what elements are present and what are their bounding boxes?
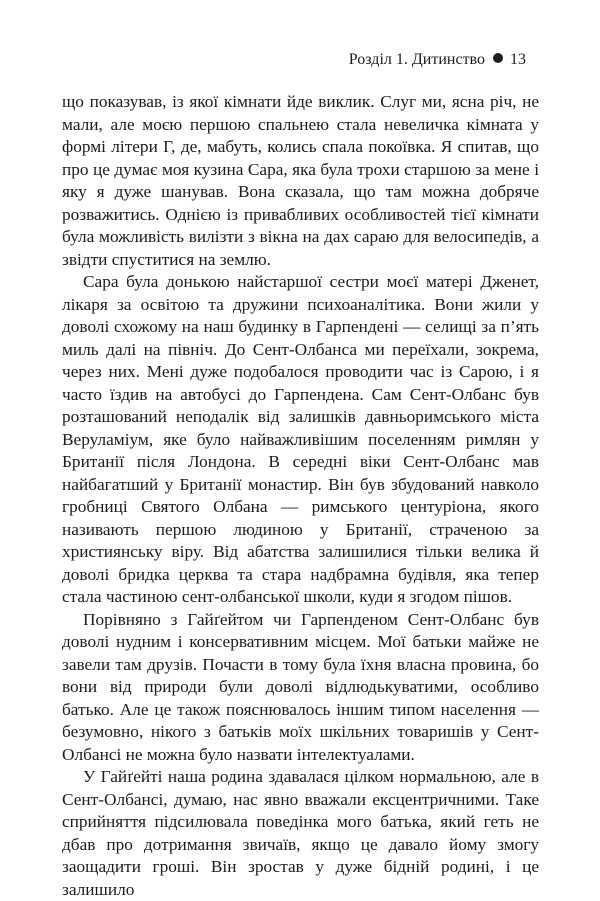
page-number: 13: [510, 51, 526, 68]
paragraph-1: що показував, із якої кімнати йде виклик. Слуг ми, ясна річ, не мали, але моєю першою спальнею стала невеличка кімната у формі літери Г, де, мабуть, колись спала покоївка. Я спитав, що про це думає моя кузина Сара, яка була трохи старшою за мене і яку я дуже шанував. Вона сказала, що там можна добряче розважитись. Однією із привабливих особливостей тієї кімнати була можливість вилізти з вікна на дах сараю для велосипедів, а звідти спуститися на землю.: [62, 92, 539, 269]
chapter-title: Розділ 1. Дитинство: [348, 51, 485, 68]
page-body-text: [62, 91, 539, 901]
paragraph-3: Порівняно з Гайґейтом чи Гарпенденом Сент-Олбанс був доволі нудним і консервативним місцем. Мої батьки майже не завели там друзів. Почасти в тому була їхня власна провина, бо вони від природи були доволі відлюдькуватими, особливо батько. Але це також пояснювалось іншим типом населення — безумовно, нікого з батьків моїх шкільних товаришів у Сент-Олбансі не можна було назвати інтелектуалами.: [62, 609, 539, 764]
running-header: [349, 50, 526, 70]
bullet-dot-icon: [493, 53, 503, 63]
paragraph-2: Сара була донькою найстаршої сестри моєї матері Дженет, лікаря за освітою та дружини психоаналітика. Вони жили у доволі схожому на наш будинку в Гарпендені — селищі за п’ять миль далі на північ. До Сент-Олбанса ми переїхали, зокрема, через них. Мені дуже подобалося проводити час із Сарою, і я часто їздив на автобусі до Гарпендена. Сам Сент-Олбанс був розташований неподалік від залишків давньоримського міста Веруламіум, яке було найважливішим поселенням римлян у Британії після Лондона. В середні віки Сент-Олбанс мав найбагатший у Британії монастир. Він був збудований навколо гробниці Святого Олбана — римського центуріона, якого називають першою людиною у Британії, страченою за християнську віру. Від абатства залишилися тільки велика й доволі бридка церква та стара надбрамна будівля, яка тепер стала частиною сент-олбанської школи, куди я згодом пішов.: [62, 272, 539, 606]
paragraph-4: У Гайґейті наша родина здавалася цілком нормальною, але в Сент-Олбансі, думаю, нас явно вважали ексцентричними. Таке сприйняття підсилювала поведінка мого батька, який геть не дбав про дотримання звичаїв, якщо це давало йому змогу заощадити гроші. Він зростав у дуже бідній родині, і це залишило: [62, 767, 539, 899]
